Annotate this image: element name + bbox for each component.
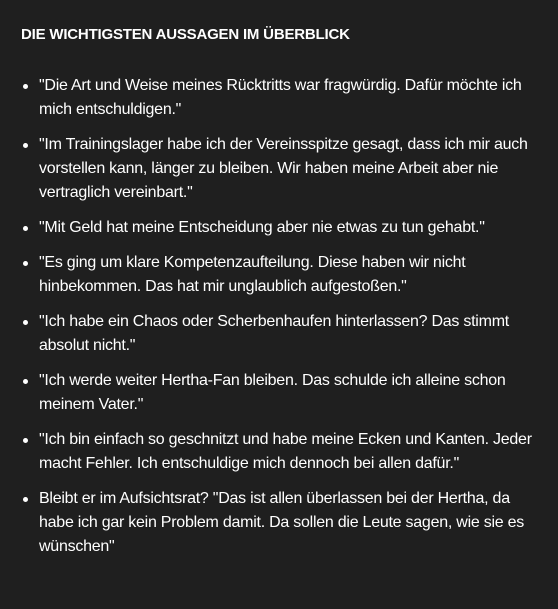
list-item xyxy=(21,74,540,122)
list-item xyxy=(21,251,540,299)
bullet-icon xyxy=(23,226,28,231)
list-item xyxy=(21,216,540,240)
bullet-icon xyxy=(23,497,28,502)
bullet-icon xyxy=(23,438,28,443)
bullet-icon xyxy=(23,320,28,325)
bullet-icon xyxy=(23,84,28,89)
quote-text: "Ich bin einfach so geschnitzt und habe meine Ecken und Kanten. Jeder macht Fehler. Ich entschuldige mich dennoch bei allen dafür." xyxy=(39,431,532,472)
list-item xyxy=(21,369,540,417)
quote-text: "Im Trainingslager habe ich der Vereinsspitze gesagt, dass ich mir auch vorstellen kann, länger zu bleiben. Wir haben meine Arbeit aber nie vertraglich vereinbart." xyxy=(39,136,528,201)
list-item xyxy=(21,487,540,559)
bullet-icon xyxy=(23,379,28,384)
list-item xyxy=(21,428,540,476)
quote-text: "Ich habe ein Chaos oder Scherbenhaufen hinterlassen? Das stimmt absolut nicht." xyxy=(39,313,509,354)
quote-text: "Mit Geld hat meine Entscheidung aber nie etwas zu tun gehabt." xyxy=(39,219,485,236)
quote-text: "Ich werde weiter Hertha-Fan bleiben. Das schulde ich alleine schon meinem Vater." xyxy=(39,372,506,413)
bullet-icon xyxy=(23,143,28,148)
list-item xyxy=(21,133,540,205)
quote-text: Bleibt er im Aufsichtsrat? "Das ist allen überlassen bei der Hertha, da habe ich gar kein Problem damit. Da sollen die Leute sagen, wie sie es wünschen" xyxy=(39,490,525,555)
quote-text: "Die Art und Weise meines Rücktritts war fragwürdig. Dafür möchte ich mich entschuldigen." xyxy=(39,77,522,118)
list-item xyxy=(21,310,540,358)
quote-list xyxy=(21,74,540,559)
bullet-icon xyxy=(23,261,28,266)
summary-heading: DIE WICHTIGSTEN AUSSAGEN IM ÜBERBLICK xyxy=(21,26,350,43)
quote-text: "Es ging um klare Kompetenzaufteilung. Diese haben wir nicht hinbekommen. Das hat mir unglaublich aufgestoßen." xyxy=(39,254,466,295)
